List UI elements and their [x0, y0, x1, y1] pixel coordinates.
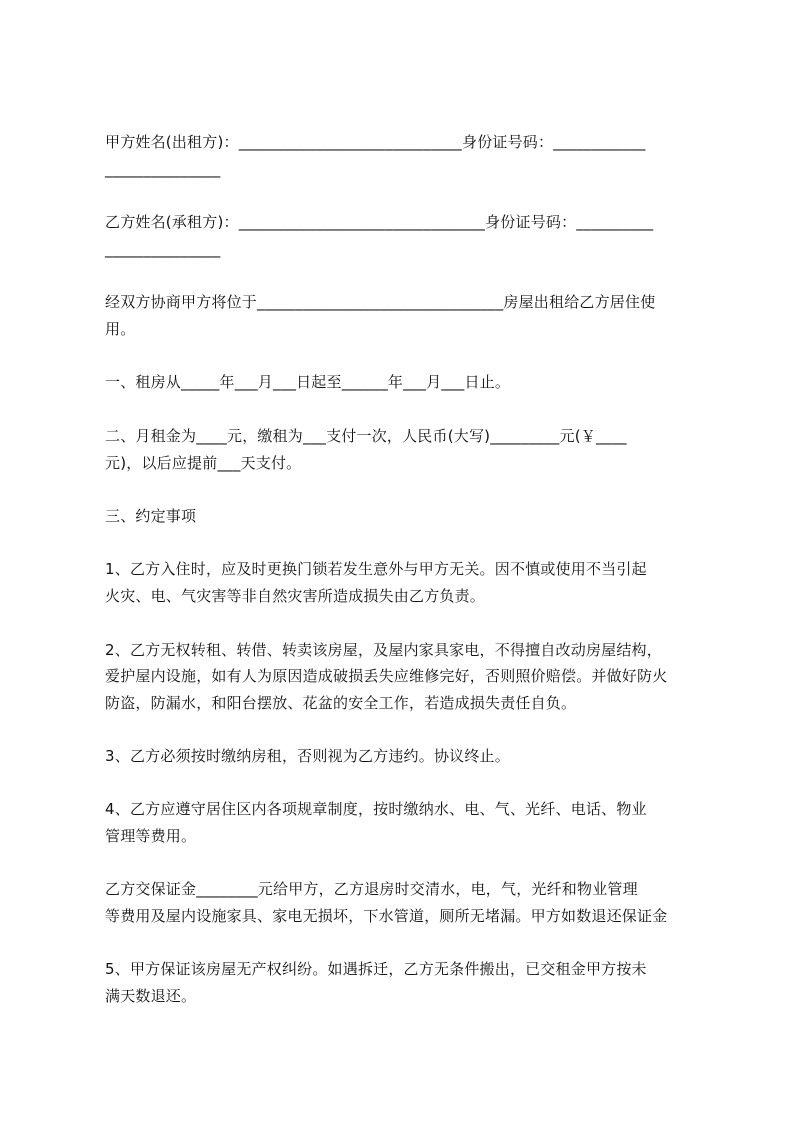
deposit-line-1: 乙方交保证金________元给甲方，乙方退房时交清水，电，气，光纤和物业管理 — [105, 880, 638, 898]
item-5-line-1: 5、甲方保证该房屋无产权纠纷。如遇拆迁，乙方无条件搬出，已交租金甲方按未 — [105, 960, 647, 978]
deposit-line-2: 等费用及屋内设施家具、家电无损坏，下水管道，厕所无堵漏。甲方如数退还保证金 — [105, 907, 668, 925]
item-4-line-1: 4、乙方应遵守居住区内各项规章制度，按时缴纳水、电、气、光纤、电话、物业 — [105, 800, 647, 818]
party-b-line-1: 乙方姓名(承租方)：________________________________身份证号码：__________ — [105, 213, 654, 231]
party-a-line-1: 甲方姓名(出租方)：_____________________________身份证号码：____________ — [105, 133, 646, 151]
item-3: 3、乙方必须按时缴纳房租，否则视为乙方违约。协议终止。 — [105, 747, 510, 765]
party-a-line-2: _______________ — [105, 160, 221, 178]
item-4-line-2: 管理等费用。 — [105, 827, 197, 845]
clause-1: 一、租房从_____年___月___日起至______年___月___日止。 — [105, 373, 511, 391]
party-b-line-2: _______________ — [105, 240, 221, 258]
clause-3-title: 三、约定事项 — [105, 507, 197, 525]
item-1-line-1: 1、乙方入住时，应及时更换门锁若发生意外与甲方无关。因不慎或使用不当引起 — [105, 560, 647, 578]
location-line-1: 经双方协商甲方将位于________________________________房屋出租给乙方居住使 — [105, 293, 656, 311]
clause-2-line-2: 元)，以后应提前___天支付。 — [105, 454, 302, 472]
item-1-line-2: 火灾、电、气灾害等非自然灾害所造成损失由乙方负责。 — [105, 587, 486, 605]
clause-2-line-1: 二、月租金为____元，缴租为___支付一次，人民币(大写)_________元(￥____ — [105, 427, 627, 445]
location-line-2: 用。 — [105, 320, 136, 338]
item-2-line-3: 防盗，防漏水，和阳台摆放、花盆的安全工作，若造成损失责任自负。 — [105, 694, 577, 712]
item-5-line-2: 满天数退还。 — [105, 987, 197, 1005]
item-2-line-2: 爱护屋内设施，如有人为原因造成破损丢失应维修完好，否则照价赔偿。并做好防火 — [105, 667, 668, 685]
item-2-line-1: 2、乙方无权转租、转借、转卖该房屋，及屋内家具家电，不得擅自改动房屋结构， — [105, 641, 662, 659]
